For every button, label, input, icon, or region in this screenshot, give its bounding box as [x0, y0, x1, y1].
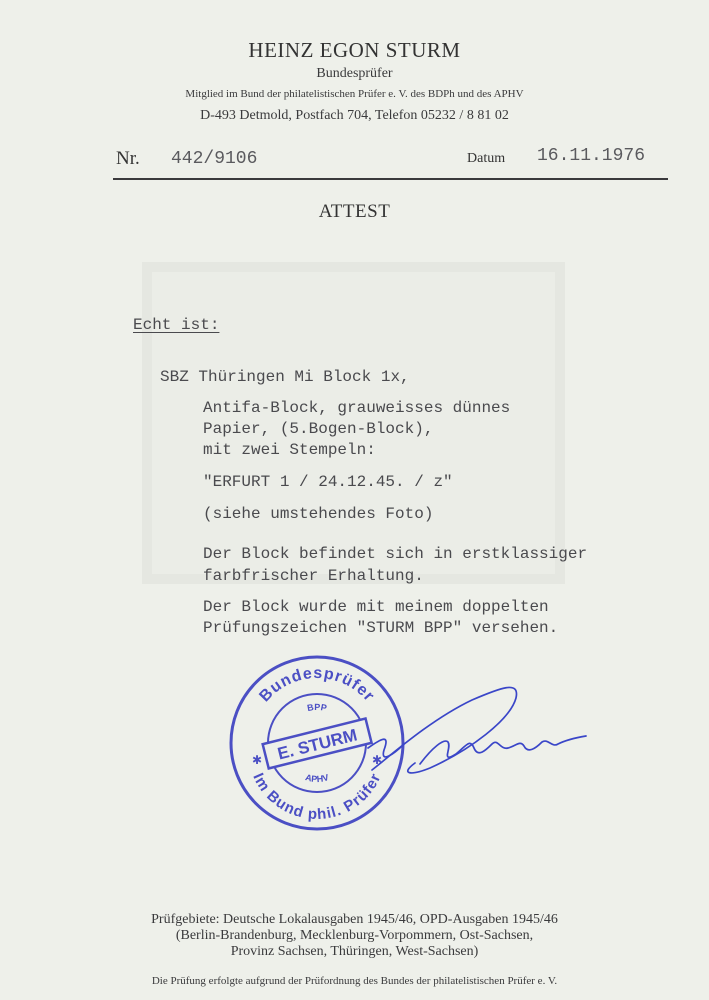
- body-line: SBZ Thüringen Mi Block 1x,: [160, 368, 410, 386]
- document-title: ATTEST: [318, 201, 391, 222]
- certificate-date: 16.11.1976: [537, 146, 646, 166]
- certificate-number: 442/9106: [171, 149, 258, 169]
- signature-icon: [360, 668, 600, 793]
- body-line: Papier, (5.Bogen-Block),: [203, 420, 434, 438]
- stamp-bottom-text: Im Bund phil. Prüfer: [249, 770, 385, 824]
- stamp-center-text: E. STURM: [275, 725, 360, 764]
- number-label: Nr.: [116, 148, 140, 169]
- date-label: Datum: [467, 151, 506, 166]
- body-line: mit zwei Stempeln:: [203, 441, 376, 459]
- footer-line: Prüfgebiete: Deutsche Lokalausgaben 1945/46, OPD-Ausgaben 1945/46: [151, 912, 558, 927]
- membership-line: Mitglied im Bund der philatelistischen Prüfer e. V. des BDPh und des APHV: [185, 88, 524, 100]
- examiner-title: Bundesprüfer: [316, 66, 393, 81]
- address-line: D-493 Detmold, Postfach 704, Telefon 05232 / 8 81 02: [200, 108, 509, 123]
- svg-text:BPP: [306, 702, 327, 713]
- examiner-name: HEINZ EGON STURM: [248, 38, 461, 62]
- body-line: farbfrischer Erhaltung.: [203, 567, 424, 585]
- svg-text:APHV: [304, 772, 330, 784]
- stamp-inner-top-text: BPP: [306, 701, 328, 714]
- footer-note: Die Prüfung erfolgte aufgrund der Prüfordnung des Bundes der philatelistischen Prüfer e. V.: [151, 975, 558, 987]
- body-line: (siehe umstehendes Foto): [203, 505, 434, 523]
- footer-line: (Berlin-Brandenburg, Mecklenburg-Vorpommern, Ost-Sachsen,: [175, 928, 534, 943]
- body-line: Der Block befindet sich in erstklassiger: [203, 545, 588, 563]
- signature-stroke: [372, 687, 517, 772]
- stamp-star-left-icon: ✱: [252, 753, 263, 767]
- body-line: Antifa-Block, grauweisses dünnes: [203, 399, 511, 417]
- header-divider: [113, 178, 668, 180]
- stamp-inner-bottom-text: APHV: [304, 772, 330, 785]
- body-heading: Echt ist:: [133, 316, 220, 334]
- footer-line: Provinz Sachsen, Thüringen, West-Sachsen): [230, 944, 479, 959]
- stamp-top-text: Bundesprüfer: [256, 664, 378, 706]
- signature-stroke: [420, 736, 586, 764]
- body-line: Der Block wurde mit meinem doppelten: [203, 598, 549, 616]
- stamp-star-right-icon: ✱: [372, 753, 383, 767]
- body-line: "ERFURT 1 / 24.12.45. / z": [203, 473, 453, 491]
- body-line: Prüfungszeichen "STURM BPP" versehen.: [203, 619, 559, 637]
- signature-stroke: [368, 739, 404, 757]
